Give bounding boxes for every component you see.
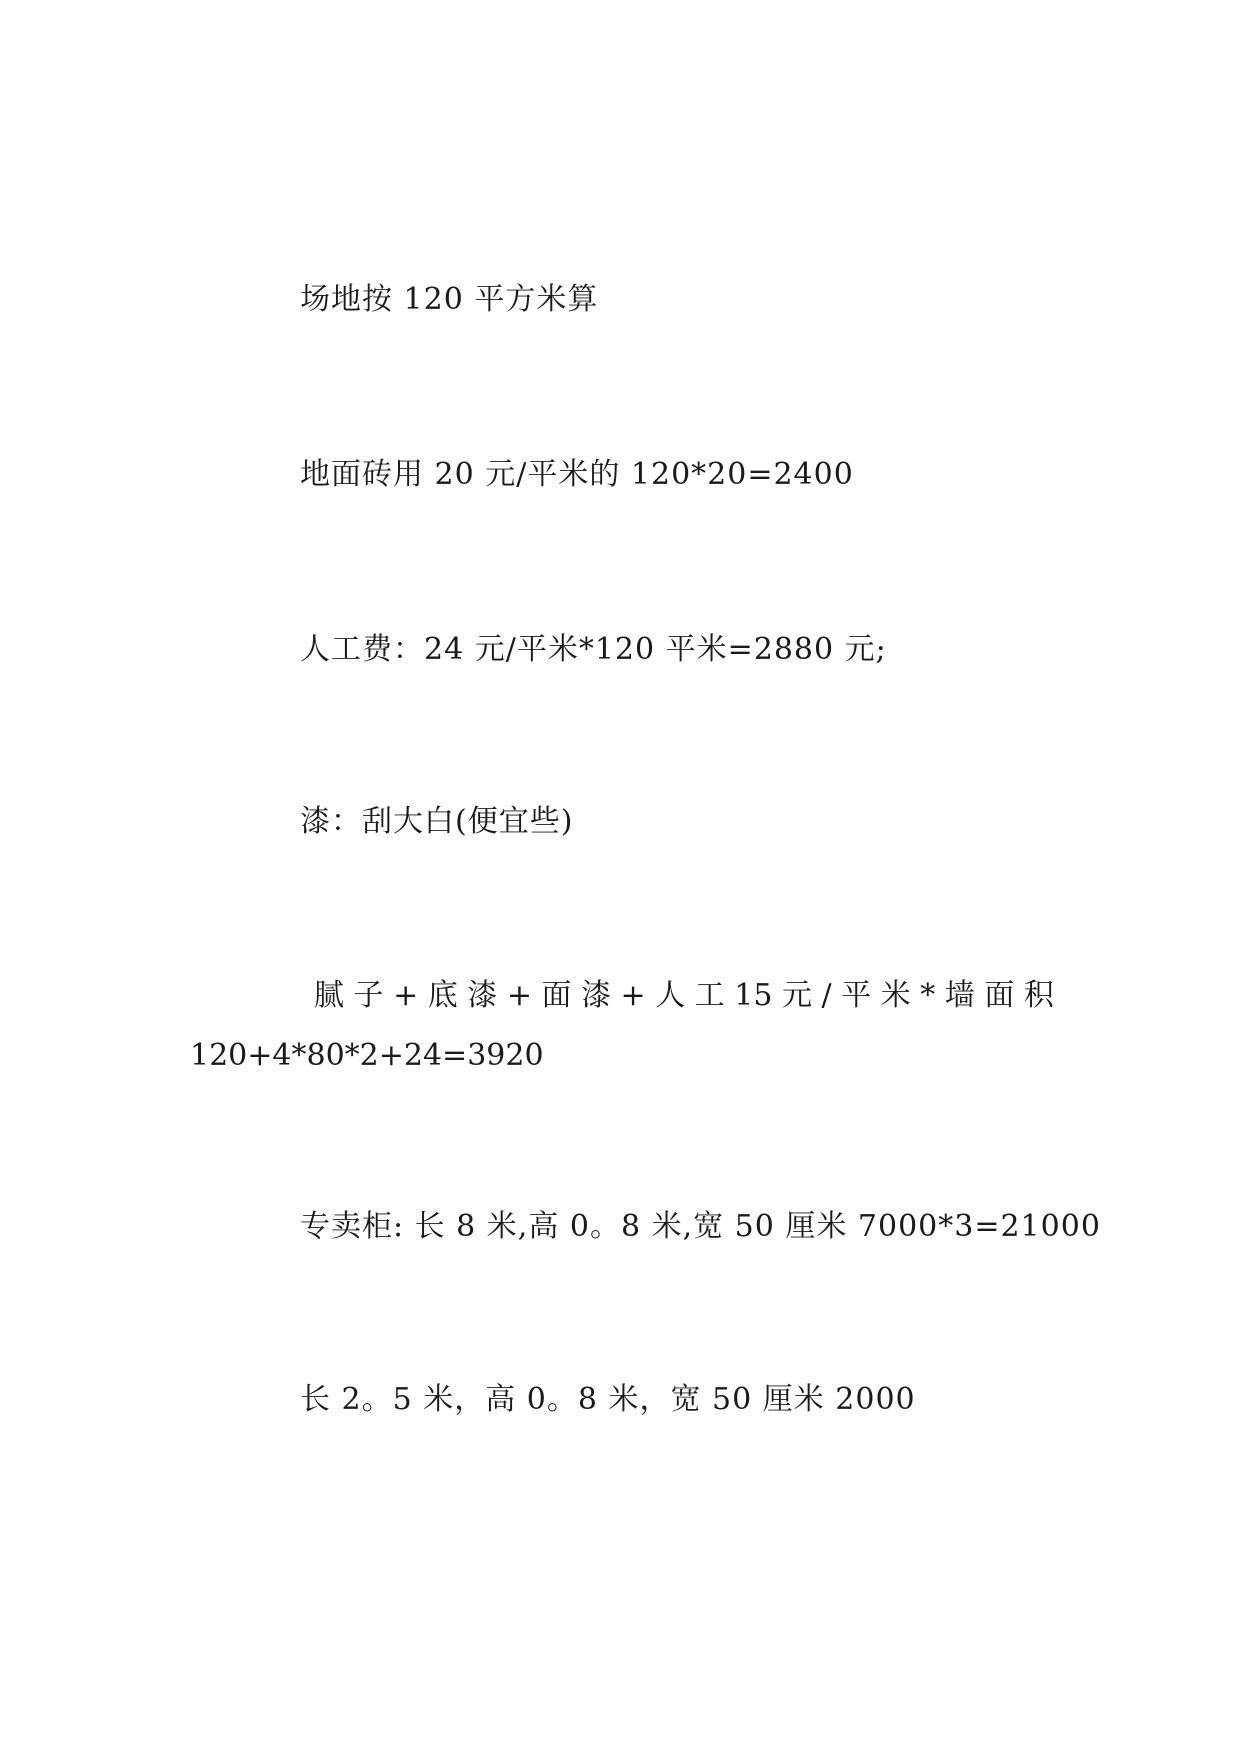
text-line-labor-cost: 人工费：24 元/平米*120 平米=2880 元;: [300, 632, 887, 667]
text-line-small-cabinet: 长 2。5 米，高 0。8 米，宽 50 厘米 2000: [300, 1382, 916, 1417]
text-line-floor-tiles: 地面砖用 20 元/平米的 120*20=2400: [300, 457, 854, 492]
text-line-paint: 漆：刮大白(便宜些): [300, 804, 574, 839]
paragraph-line-2: 120+4*80*2+24=3920: [190, 1038, 544, 1073]
text-line-display-cabinet: 专卖柜: 长 8 米,高 0。8 米,宽 50 厘米 7000*3=21000: [300, 1209, 1101, 1244]
text-line-venue-area: 场地按 120 平方米算: [300, 282, 599, 317]
paragraph-line-1: 腻 子 + 底 漆 + 面 漆 + 人 工 15 元 / 平 米 * 墙 面 积: [314, 978, 1054, 1013]
paragraph-wall-paint-cost: [190, 966, 1052, 1086]
